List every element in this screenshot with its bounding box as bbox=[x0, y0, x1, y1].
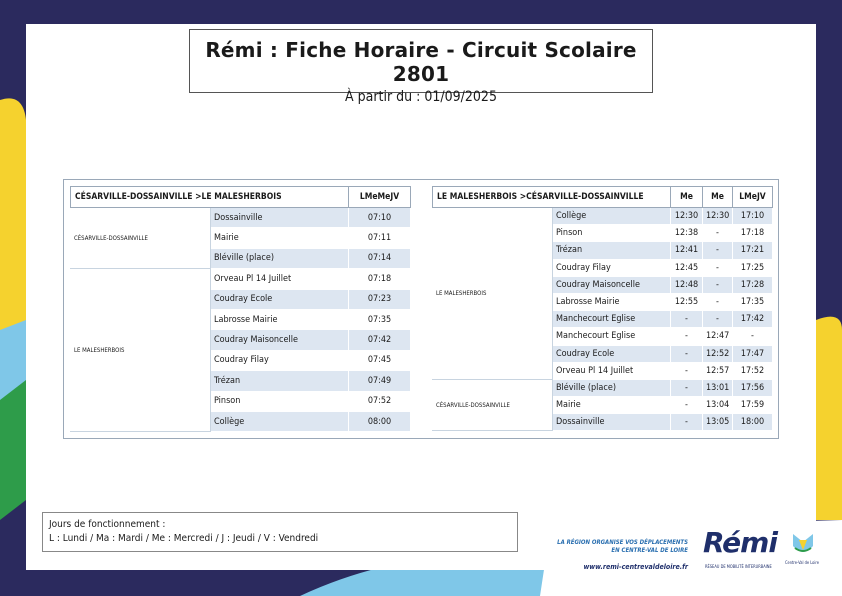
return-day-header-3: LMeJV bbox=[733, 187, 773, 208]
title-box bbox=[189, 29, 653, 105]
stop-name-cell: Orveau Pl 14 Juillet bbox=[553, 362, 671, 379]
region-logo-icon bbox=[789, 530, 817, 560]
time-cell: - bbox=[703, 259, 733, 276]
time-cell: 07:45 bbox=[349, 350, 411, 370]
commune-cell: CÉSARVILLE-DOSSAINVILLE bbox=[433, 379, 553, 431]
outbound-timetable bbox=[70, 186, 411, 432]
time-cell: - bbox=[703, 225, 733, 242]
stop-name-cell: Collège bbox=[211, 411, 349, 431]
stop-name-cell: Labrosse Mairie bbox=[211, 309, 349, 329]
return-timetable bbox=[432, 186, 773, 431]
remi-logo bbox=[697, 522, 827, 578]
stop-name-cell: Dossainville bbox=[553, 414, 671, 431]
stop-name-cell: Coudray Filay bbox=[211, 350, 349, 370]
time-cell: 07:42 bbox=[349, 330, 411, 350]
time-cell: 08:00 bbox=[349, 411, 411, 431]
time-cell: - bbox=[671, 345, 703, 362]
stop-name-cell: Mairie bbox=[553, 397, 671, 414]
time-cell: 12:47 bbox=[703, 328, 733, 345]
stop-name-cell: Collège bbox=[553, 208, 671, 225]
time-cell: 18:00 bbox=[733, 414, 773, 431]
stop-name-cell: Mairie bbox=[211, 228, 349, 248]
time-cell: - bbox=[703, 276, 733, 293]
time-cell: 17:56 bbox=[733, 379, 773, 396]
return-day-header-2: Me bbox=[703, 187, 733, 208]
time-cell: 07:52 bbox=[349, 391, 411, 411]
time-cell: - bbox=[703, 293, 733, 310]
commune-cell: LE MALESHERBOIS bbox=[433, 208, 553, 380]
stop-name-cell: Trézan bbox=[553, 242, 671, 259]
yellow-shape-right bbox=[816, 317, 842, 520]
stop-name-cell: Pinson bbox=[553, 225, 671, 242]
time-cell: 12:52 bbox=[703, 345, 733, 362]
stop-name-cell: Pinson bbox=[211, 391, 349, 411]
time-cell: 12:30 bbox=[703, 208, 733, 225]
table-row bbox=[71, 269, 411, 289]
time-cell: 12:45 bbox=[671, 259, 703, 276]
stop-name-cell: Labrosse Mairie bbox=[553, 293, 671, 310]
time-cell: 17:21 bbox=[733, 242, 773, 259]
time-cell: 17:59 bbox=[733, 397, 773, 414]
time-cell: 17:42 bbox=[733, 311, 773, 328]
time-cell: 12:48 bbox=[671, 276, 703, 293]
stop-name-cell: Bléville (place) bbox=[211, 248, 349, 268]
table-row bbox=[433, 379, 773, 396]
legend-title: Jours de fonctionnement : bbox=[49, 519, 166, 530]
region-logo-label: Centre-Val de Loire bbox=[785, 560, 819, 565]
stop-name-cell: Coudray Maisoncelle bbox=[553, 276, 671, 293]
table-row bbox=[433, 208, 773, 225]
remi-logo-text: Rémi bbox=[703, 526, 777, 559]
days-legend bbox=[42, 512, 518, 552]
return-day-header-1: Me bbox=[671, 187, 703, 208]
commune-cell: LE MALESHERBOIS bbox=[71, 269, 211, 432]
region-tagline-line1: LA RÉGION ORGANISE VOS DÉPLACEMENTS bbox=[557, 539, 688, 546]
page-title: Rémi : Fiche Horaire - Circuit Scolaire 2801 bbox=[205, 38, 637, 86]
time-cell: 07:23 bbox=[349, 289, 411, 309]
commune-cell: CÉSARVILLE-DOSSAINVILLE bbox=[71, 208, 211, 269]
time-cell: - bbox=[703, 242, 733, 259]
stop-name-cell: Manchecourt Eglise bbox=[553, 311, 671, 328]
time-cell: 17:28 bbox=[733, 276, 773, 293]
time-cell: 12:55 bbox=[671, 293, 703, 310]
timetable-page bbox=[26, 24, 816, 570]
green-shape-left bbox=[0, 380, 26, 520]
stop-name-cell: Orveau Pl 14 Juillet bbox=[211, 269, 349, 289]
remi-logo-subtitle: RÉSEAU DE MOBILITÉ INTERURBAINE bbox=[705, 564, 772, 569]
return-direction-header: LE MALESHERBOIS >CÉSARVILLE-DOSSAINVILLE bbox=[433, 187, 671, 208]
time-cell: 07:35 bbox=[349, 309, 411, 329]
time-cell: 17:25 bbox=[733, 259, 773, 276]
time-cell: - bbox=[671, 414, 703, 431]
time-cell: - bbox=[671, 328, 703, 345]
time-cell: 13:04 bbox=[703, 397, 733, 414]
table-row bbox=[71, 208, 411, 228]
region-tagline-line2: EN CENTRE-VAL DE LOIRE bbox=[611, 547, 688, 554]
outbound-direction-header: CÉSARVILLE-DOSSAINVILLE >LE MALESHERBOIS bbox=[71, 187, 349, 208]
outbound-day-header: LMeMeJV bbox=[349, 187, 411, 208]
time-cell: 07:11 bbox=[349, 228, 411, 248]
stop-name-cell: Dossainville bbox=[211, 208, 349, 228]
region-tagline bbox=[557, 539, 688, 555]
stop-name-cell: Coudray Maisoncelle bbox=[211, 330, 349, 350]
website-link[interactable]: www.remi-centrevaldeloire.fr bbox=[583, 563, 688, 571]
time-cell: - bbox=[671, 379, 703, 396]
time-cell: 12:38 bbox=[671, 225, 703, 242]
time-cell: 12:57 bbox=[703, 362, 733, 379]
legend-text: L : Lundi / Ma : Mardi / Me : Mercredi / J : Jeudi / V : Vendredi bbox=[49, 533, 319, 544]
stop-name-cell: Bléville (place) bbox=[553, 379, 671, 396]
time-cell: - bbox=[671, 397, 703, 414]
time-cell: 17:47 bbox=[733, 345, 773, 362]
time-cell: 17:35 bbox=[733, 293, 773, 310]
time-cell: - bbox=[671, 311, 703, 328]
tables-frame bbox=[63, 179, 779, 439]
time-cell: 17:52 bbox=[733, 362, 773, 379]
time-cell: - bbox=[671, 362, 703, 379]
time-cell: 13:01 bbox=[703, 379, 733, 396]
stop-name-cell: Coudray Ecole bbox=[553, 345, 671, 362]
stop-name-cell: Trézan bbox=[211, 371, 349, 391]
time-cell: 17:18 bbox=[733, 225, 773, 242]
time-cell: 12:30 bbox=[671, 208, 703, 225]
stop-name-cell: Manchecourt Eglise bbox=[553, 328, 671, 345]
time-cell: - bbox=[703, 311, 733, 328]
stop-name-cell: Coudray Filay bbox=[553, 259, 671, 276]
time-cell: 17:10 bbox=[733, 208, 773, 225]
page-subtitle: À partir du : 01/09/2025 bbox=[345, 89, 497, 105]
time-cell: - bbox=[733, 328, 773, 345]
time-cell: 07:10 bbox=[349, 208, 411, 228]
time-cell: 07:14 bbox=[349, 248, 411, 268]
time-cell: 12:41 bbox=[671, 242, 703, 259]
time-cell: 07:49 bbox=[349, 371, 411, 391]
stop-name-cell: Coudray Ecole bbox=[211, 289, 349, 309]
time-cell: 13:05 bbox=[703, 414, 733, 431]
time-cell: 07:18 bbox=[349, 269, 411, 289]
